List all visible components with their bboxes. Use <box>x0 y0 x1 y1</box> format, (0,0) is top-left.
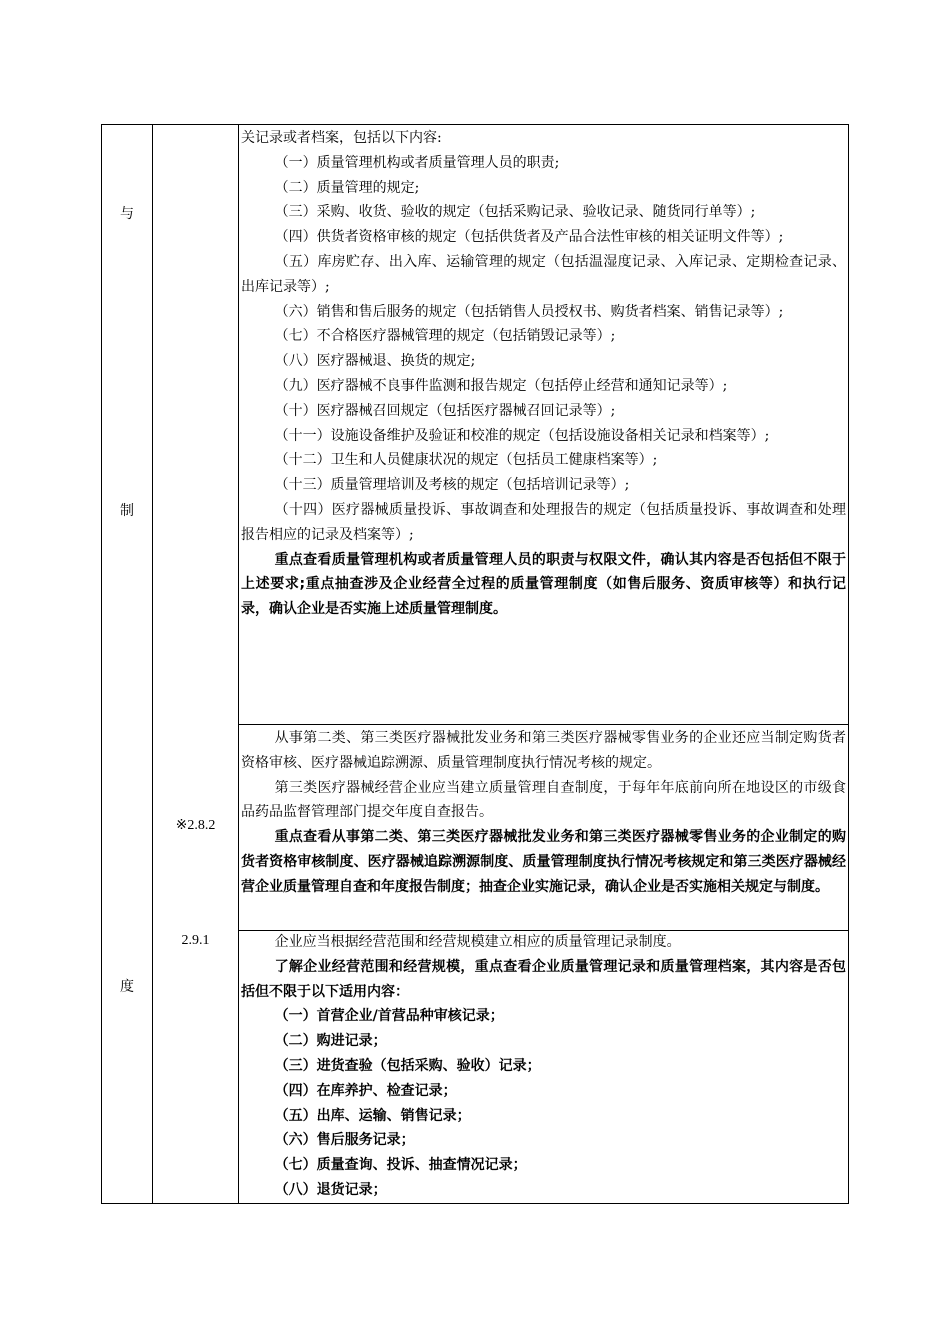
list-item: （四）供货者资格审核的规定（包括供货者及产品合法性审核的相关证明文件等）; <box>274 229 784 246</box>
list-item: （七）质量查询、投诉、抽查情况记录； <box>274 1157 527 1174</box>
list-item: （五）库房贮存、出入库、运输管理的规定（包括温湿度记录、入库记录、定期检查记录、出库记录等）; <box>241 253 846 295</box>
list-item: （四）在库养护、检查记录； <box>274 1082 457 1099</box>
category-char: 制 <box>120 503 134 519</box>
clause-code: 2.9.1 <box>181 933 210 948</box>
paragraph: 第三类医疗器械经营企业应当建立质量管理自查制度，于每年年底前向所在地设区的市级食品药品监督管理部门提交年度自查报告。 <box>241 779 846 821</box>
list-item: （一）首营企业/首营品种审核记录； <box>274 1008 504 1025</box>
list-item: （一）质量管理机构或者质量管理人员的职责; <box>274 154 560 171</box>
inspection-note: 重点查看从事第二类、第三类医疗器械批发业务和第三类医疗器械零售业务的企业制定的购货者资格审核制度、医疗器械追踪溯源制度、质量管理制度执行情况考核规定和第三类医疗器械经营企业质量管理自查和年度报告制度；抽查企业实施记录，确认企业是否实施相关规定与制度。 <box>241 829 846 895</box>
list-item: （十二）卫生和人员健康状况的规定（包括员工健康档案等）; <box>274 452 658 469</box>
paragraph: 从事第二类、第三类医疗器械批发业务和第三类医疗器械零售业务的企业还应当制定购货者资格审核、医疗器械追踪溯源、质量管理制度执行情况考核的规定。 <box>241 730 846 771</box>
list-item: （二）购进记录； <box>274 1033 387 1050</box>
list-item: （六）售后服务记录； <box>274 1132 415 1149</box>
list-item: （八）医疗器械退、换货的规定; <box>274 353 476 370</box>
list-item: （六）销售和售后服务的规定（包括销售人员授权书、购货者档案、销售记录等）; <box>274 303 784 320</box>
list-item: （三）进货查验（包括采购、验收）记录； <box>274 1057 541 1074</box>
list-item: （九）医疗器械不良事件监测和报告规定（包括停止经营和通知记录等）; <box>274 377 728 394</box>
inspection-note: 了解企业经营范围和经营规模，重点查看企业质量管理记录和质量管理档案，其内容是否包括但不限于以下适用内容： <box>241 958 846 1000</box>
inspection-note: 重点查看质量管理机构或者质量管理人员的职责与权限文件，确认其内容是否包括但不限于上述要求;重点抽查涉及企业经营全过程的质量管理制度（如售后服务、资质审核等）和执行记录，确认企业是否实施上述质量管理制度。 <box>241 551 846 618</box>
section-content <box>239 930 848 1203</box>
category-char: 度 <box>120 979 134 995</box>
list-item: （三）采购、收货、验收的规定（包括采购记录、验收记录、随货同行单等）; <box>274 204 756 221</box>
category-char: 与 <box>120 206 134 222</box>
regulation-table <box>101 124 849 1204</box>
row-divider <box>238 724 848 725</box>
clause-code: ※2.8.2 <box>175 818 216 833</box>
paragraph: 企业应当根据经营范围和经营规模建立相应的质量管理记录制度。 <box>274 934 681 950</box>
list-item: （十一）设施设备维护及验证和校准的规定（包括设施设备相关记录和档案等）; <box>274 427 770 444</box>
list-item: （十四）医疗器械质量投诉、事故调查和处理报告的规定（包括质量投诉、事故调查和处理报告相应的记录及档案等）; <box>241 501 846 543</box>
list-item: （八）退货记录； <box>274 1181 387 1198</box>
list-item: （二）质量管理的规定; <box>274 179 420 196</box>
list-item: （五）出库、运输、销售记录； <box>274 1107 471 1124</box>
column-divider <box>152 125 153 1203</box>
list-item: （十三）质量管理培训及考核的规定（包括培训记录等）; <box>274 477 630 494</box>
section-content <box>239 126 848 622</box>
list-item: （七）不合格医疗器械管理的规定（包括销毁记录等）; <box>274 328 616 345</box>
text-line: 关记录或者档案，包括以下内容: <box>241 130 442 146</box>
section-content <box>239 726 848 900</box>
list-item: （十）医疗器械召回规定（包括医疗器械召回记录等）; <box>274 402 616 419</box>
